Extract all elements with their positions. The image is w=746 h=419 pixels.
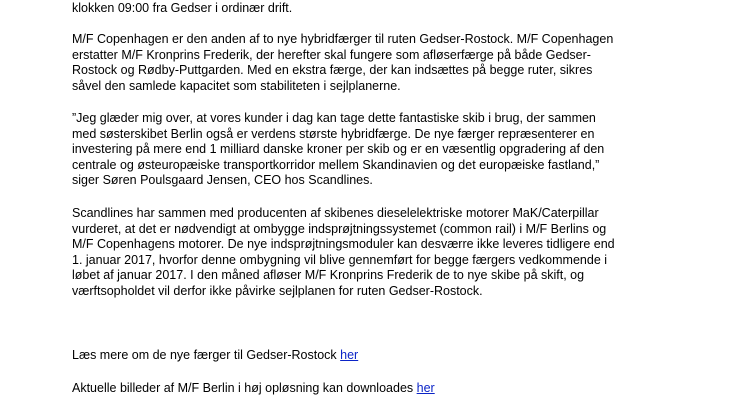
text-line: centrale og østeuropæiske transportkorridor mellem Skandinavien og det europæiske fastland,” <box>72 157 600 172</box>
text-line: M/F Copenhagens motorer. De nye indsprøjtningsmoduler kan desværre ikke leveres tidligere end <box>72 237 615 252</box>
download-images-link[interactable]: her <box>416 381 435 395</box>
download-images-line <box>72 381 435 397</box>
text-line: siger Søren Poulsgaard Jensen, CEO hos Scandlines. <box>72 173 373 188</box>
paragraph-ceo-quote <box>72 111 604 189</box>
text-line: såvel den samlede kapacitet som stabiliteten i sejlplanerne. <box>72 78 401 93</box>
text-line: værftsopholdet vil derfor ikke påvirke sejlplanen for ruten Gedser-Rostock. <box>72 283 483 298</box>
paragraph-engine-rebuild <box>72 206 615 300</box>
text-line: Rostock og Rødby-Puttgarden. Med en ekstra færge, der kan indsættes på begge ruter, sikres <box>72 63 593 78</box>
text-line: Scandlines har sammen med producenten af skibenes dieselelektriske motorer MaK/Caterpillar <box>72 206 599 220</box>
download-images-text: Aktuelle billeder af M/F Berlin i høj opløsning kan downloades <box>72 381 417 395</box>
text-line: med søsterskibet Berlin også er verdens største hybridfærge. De nye færger repræsenterer en <box>72 126 595 141</box>
paragraph-download-images <box>72 381 435 397</box>
text-line: investering på mere end 1 milliard danske kroner per skib og er en væsentlig opgradering af den <box>72 142 605 157</box>
paragraph-copenhagen <box>72 32 613 94</box>
read-more-link[interactable]: her <box>340 348 359 362</box>
text-line: løbet af januar 2017. I den måned afløser M/F Kronprins Frederik de to nye skibe på skift, og <box>72 268 585 283</box>
text-line: vurderet, at det er nødvendigt at ombygge indsprøjtningssystemet (common rail) i M/F Berlins og <box>72 221 607 236</box>
text-line: M/F Copenhagen er den anden af to nye hybridfærger til ruten Gedser-Rostock. M/F Copenhagen <box>72 32 614 46</box>
text-line: ”Jeg glæder mig over, at vores kunder i dag kan tage dette fantastiske skib i brug, der sammen <box>72 111 596 125</box>
paragraph-intro-tail <box>72 1 292 17</box>
text-line: klokken 09:00 fra Gedser i ordinær drift. <box>72 1 293 15</box>
text-line: 1. januar 2017, hvorfor denne ombygning vil blive gennemført for begge færgers vedkommende i <box>72 252 608 267</box>
text-line: erstatter M/F Kronprins Frederik, der herefter skal fungere som afløserfærge på både Gedser- <box>72 47 591 62</box>
read-more-line <box>72 348 358 364</box>
read-more-text: Læs mere om de nye færger til Gedser-Rostock <box>72 348 341 362</box>
paragraph-read-more <box>72 348 358 364</box>
